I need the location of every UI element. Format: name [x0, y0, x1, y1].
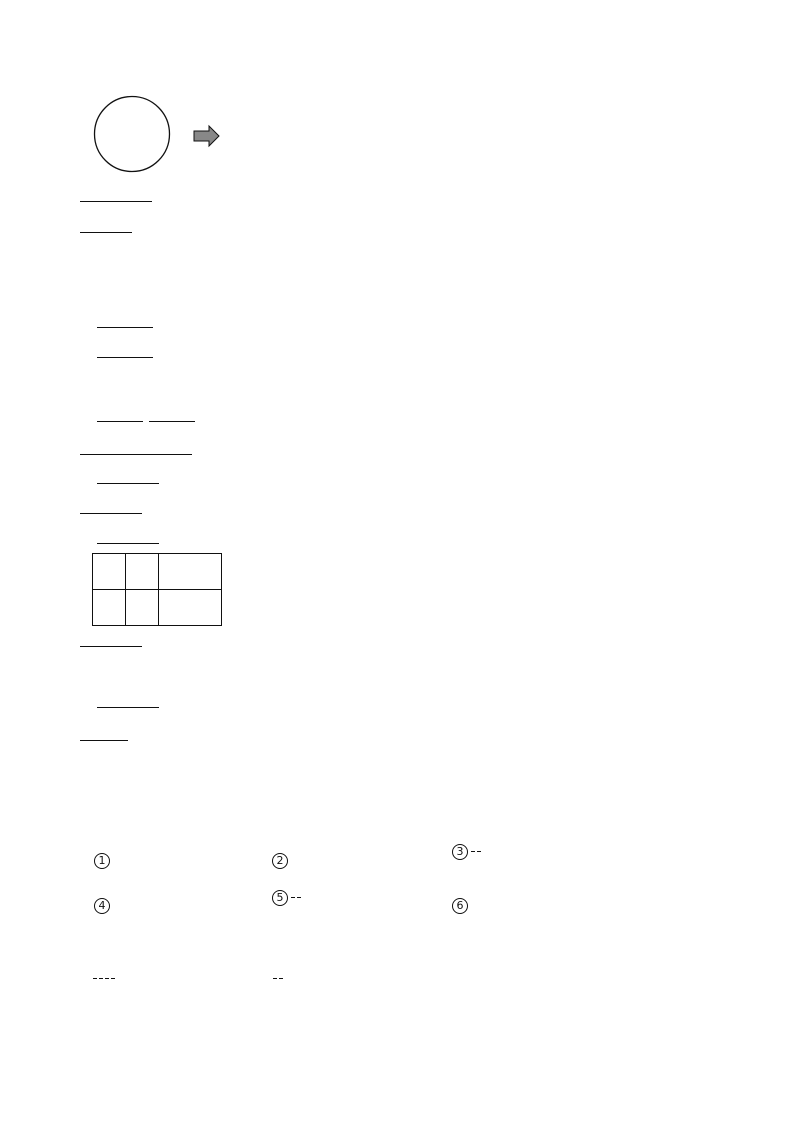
answer-blank[interactable]	[97, 469, 159, 484]
arrow-icon	[194, 126, 219, 146]
question-19-line2	[94, 529, 162, 548]
circle-sector-figure	[92, 94, 362, 176]
answer-blank[interactable]	[97, 313, 153, 328]
question-21-line2	[94, 693, 162, 712]
answer-blank[interactable]	[80, 499, 142, 514]
question-22	[77, 726, 131, 745]
table-cell	[126, 590, 159, 626]
calc-item-6: 6	[452, 897, 470, 914]
calc-item-3: 3	[452, 843, 482, 860]
table-cell	[159, 554, 222, 590]
question-14	[77, 187, 155, 206]
answer-blank[interactable]	[97, 693, 159, 708]
table-row	[93, 554, 222, 590]
answer-blank[interactable]	[80, 632, 142, 647]
answer-blank[interactable]	[80, 726, 128, 741]
table-cell	[159, 590, 222, 626]
proportion-table	[92, 553, 222, 626]
calc-item-4: 4	[94, 897, 112, 914]
table-row	[93, 590, 222, 626]
expression-1	[92, 970, 116, 986]
question-18-line2	[94, 469, 162, 488]
question-16-line2	[94, 313, 156, 332]
answer-blank[interactable]	[80, 187, 152, 202]
question-19	[77, 499, 145, 518]
answer-blank[interactable]	[149, 407, 195, 422]
question-18	[77, 440, 195, 459]
question-20	[77, 632, 145, 651]
question-17-line2	[94, 407, 198, 426]
answer-blank[interactable]	[97, 407, 143, 422]
calc-item-1: 1	[94, 852, 112, 869]
calc-item-5: 5	[272, 889, 302, 906]
question-16-line3	[94, 343, 156, 362]
table-cell	[126, 554, 159, 590]
table-cell	[93, 590, 126, 626]
question-15	[77, 218, 135, 237]
answer-blank[interactable]	[80, 440, 192, 455]
answer-blank[interactable]	[97, 529, 159, 544]
expression-2	[272, 970, 284, 986]
answer-blank[interactable]	[80, 218, 132, 233]
table-cell	[93, 554, 126, 590]
calc-item-2: 2	[272, 852, 290, 869]
answer-blank[interactable]	[97, 343, 153, 358]
